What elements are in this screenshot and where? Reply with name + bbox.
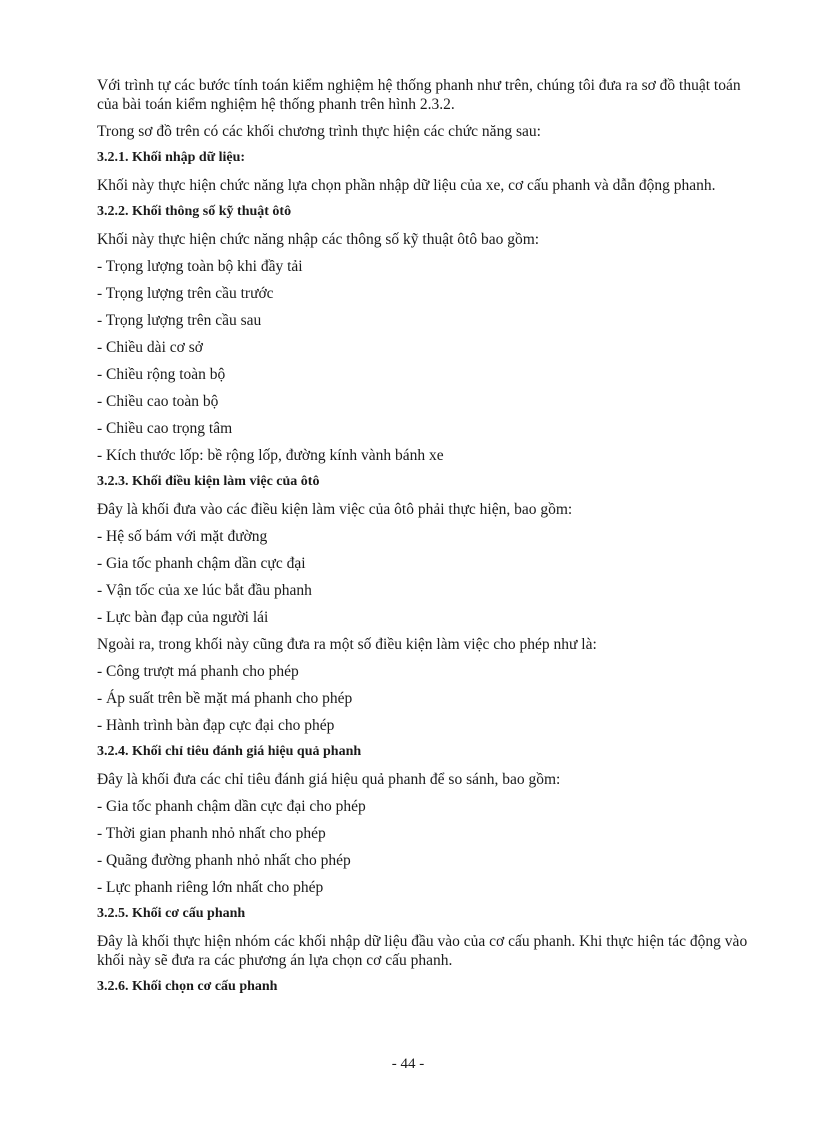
- list-item: - Trọng lượng toàn bộ khi đầy tải: [97, 258, 303, 275]
- list-item: - Thời gian phanh nhỏ nhất cho phép: [97, 825, 326, 842]
- paragraph: Đây là khối đưa các chỉ tiêu đánh giá hiệu quả phanh để so sánh, bao gồm:: [97, 771, 561, 788]
- section-heading: 3.2.1. Khối nhập dữ liệu:: [97, 150, 246, 165]
- paragraph: Ngoài ra, trong khối này cũng đưa ra một số điều kiện làm việc cho phép như là:: [97, 636, 597, 653]
- list-item: - Chiều cao toàn bộ: [97, 393, 219, 410]
- list-item: - Trọng lượng trên cầu sau: [97, 312, 262, 329]
- section-heading: 3.2.2. Khối thông số kỹ thuật ôtô: [97, 204, 292, 219]
- page-number: - 44 -: [391, 1056, 425, 1072]
- list-item: - Trọng lượng trên cầu trước: [97, 285, 274, 302]
- paragraph: Trong sơ đồ trên có các khối chương trình thực hiện các chức năng sau:: [97, 123, 541, 140]
- section-heading: 3.2.4. Khối chỉ tiêu đánh giá hiệu quả phanh: [97, 744, 362, 759]
- paragraph: Đây là khối đưa vào các điều kiện làm việc của ôtô phải thực hiện, bao gồm:: [97, 501, 573, 518]
- section-heading: 3.2.3. Khối điều kiện làm việc của ôtô: [97, 474, 320, 489]
- list-item: - Lực phanh riêng lớn nhất cho phép: [97, 879, 324, 896]
- list-item: - Chiều rộng toàn bộ: [97, 366, 226, 383]
- list-item: - Vận tốc của xe lúc bắt đầu phanh: [97, 582, 312, 599]
- list-item: - Lực bàn đạp của người lái: [97, 609, 269, 626]
- list-item: - Gia tốc phanh chậm dần cực đại: [97, 555, 306, 572]
- paragraph: Khối này thực hiện chức năng nhập các thông số kỹ thuật ôtô bao gồm:: [97, 231, 540, 248]
- list-item: - Kích thước lốp: bề rộng lốp, đường kính vành bánh xe: [97, 447, 444, 464]
- page-content: [97, 76, 761, 1005]
- list-item: - Chiều cao trọng tâm: [97, 420, 233, 437]
- list-item: - Hệ số bám với mặt đường: [97, 528, 268, 545]
- paragraph: Với trình tự các bước tính toán kiểm nghiệm hệ thống phanh như trên, chúng tôi đưa ra sơ đồ thuật toán của bài toán kiểm nghiệm hệ thống phanh trên hình 2.3.2.: [97, 77, 741, 113]
- list-item: - Quãng đường phanh nhỏ nhất cho phép: [97, 852, 351, 869]
- paragraph: Khối này thực hiện chức năng lựa chọn phần nhập dữ liệu của xe, cơ cấu phanh và dẫn động phanh.: [97, 177, 716, 194]
- list-item: - Áp suất trên bề mặt má phanh cho phép: [97, 690, 353, 707]
- list-item: - Chiều dài cơ sở: [97, 339, 203, 356]
- section-heading: 3.2.5. Khối cơ cấu phanh: [97, 906, 246, 921]
- section-heading: 3.2.6. Khối chọn cơ cấu phanh: [97, 979, 278, 994]
- paragraph: Đây là khối thực hiện nhóm các khối nhập dữ liệu đầu vào của cơ cấu phanh. Khi thực hiện tác động vào khối này sẽ đưa ra các phương án lựa chọn cơ cấu phanh.: [97, 933, 748, 969]
- list-item: - Công trượt má phanh cho phép: [97, 663, 299, 680]
- list-item: - Gia tốc phanh chậm dần cực đại cho phép: [97, 798, 366, 815]
- list-item: - Hành trình bàn đạp cực đại cho phép: [97, 717, 335, 734]
